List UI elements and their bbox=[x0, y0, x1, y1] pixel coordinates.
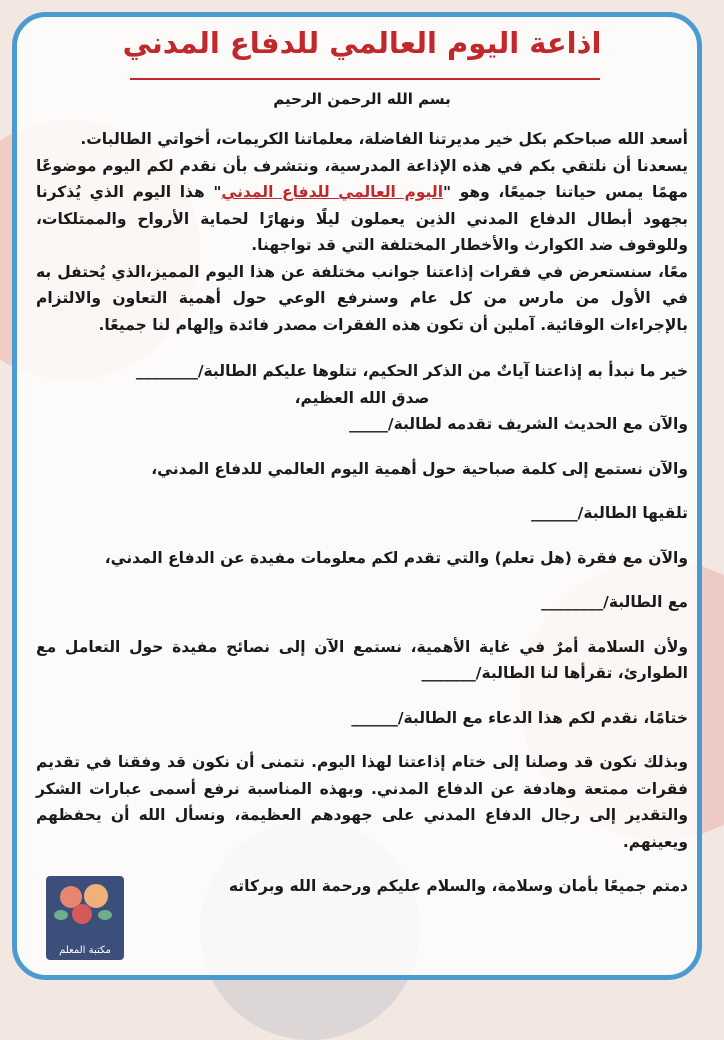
greeting-paragraph: أسعد الله صباحكم بكل خير مديرتنا الفاضلة، معلماتنا الكريمات، أخواتي الطالبات. bbox=[80, 130, 688, 148]
topic-text-after: " هذا اليوم الذي يُذكرنا بجهود أبطال الدفاع المدني الذين يعملون ليلًا ونهارًا لحماية الأرواح والممتلكات، وللوقوف ضد الكوارث والأخطار المختلفة التي قد تواجهنا. bbox=[36, 183, 688, 254]
logo-label: مكتبة المعلم bbox=[59, 945, 111, 956]
advice-line: ولأن السلامة أمرٌ في غاية الأهمية، نستمع الآن إلى نصائح مفيدة حول التعامل مع الطوارئ، تقرأها لنا الطالبة/_______ bbox=[36, 637, 688, 682]
library-logo bbox=[46, 876, 124, 960]
did-you-know-student: مع الطالبة/________ bbox=[541, 593, 688, 611]
flower-icon bbox=[84, 884, 108, 908]
quran-line: خير ما نبدأ به إذاعتنا آياتٌ من الذكر الحكيم، تتلوها عليكم الطالبة/________ bbox=[135, 362, 688, 380]
farewell-line: دمتم جميعًا بأمان وسلامة، والسلام عليكم ورحمة الله وبركاته bbox=[228, 877, 688, 895]
did-you-know-line: والآن مع فقرة (هل تعلم) والتي تقدم لكم معلومات مفيدة عن الدفاع المدني، bbox=[104, 548, 688, 567]
broadcast-text bbox=[36, 126, 688, 900]
page-title: اذاعة اليوم العالمي للدفاع المدني bbox=[122, 26, 602, 60]
dua-line: ختامًا، نقدم لكم هذا الدعاء مع الطالبة/______ bbox=[351, 708, 688, 727]
leaf-icon bbox=[54, 910, 68, 920]
morning-word-student: تلقيها الطالبة/______ bbox=[531, 504, 688, 522]
morning-word-line: والآن نستمع إلى كلمة صباحية حول أهمية اليوم العالمي للدفاع المدني، bbox=[151, 459, 688, 478]
topic-highlight: اليوم العالمي للدفاع المدني bbox=[221, 183, 444, 201]
closing-paragraph: وبذلك نكون قد وصلنا إلى ختام إذاعتنا لهذا اليوم. نتمنى أن نكون قد وفقنا في تقديم فقرات ممتعة وهادفة عن الدفاع المدني. وبهذه المناسبة نرفع أسمى عبارات الشكر والتقدير إلى رجال الدفاع المدني على جهودهم العظيمة، ونسأل الله أن يحفظهم ويعينهم. bbox=[36, 753, 688, 851]
title-underline bbox=[130, 78, 600, 80]
flower-icon bbox=[72, 904, 92, 924]
topic-paragraph bbox=[36, 153, 688, 259]
sadaq-line: صدق الله العظيم، bbox=[294, 388, 430, 407]
basmala: بسم الله الرحمن الرحيم bbox=[273, 90, 451, 108]
leaf-icon bbox=[98, 910, 112, 920]
overview-paragraph: معًا، سنستعرض في فقرات إذاعتنا جوانب مختلفة عن هذا اليوم المميز،الذي يُحتفل به في الأول من مارس من كل عام وسنرفع الوعي حول أهمية التعاون والالتزام بالإجراءات الوقائية. آملين أن تكون هذه الفقرات مصدر فائدة وإلهام لنا جميعًا. bbox=[36, 262, 688, 334]
hadith-line: والآن مع الحديث الشريف تقدمه لطالبة/_____ bbox=[349, 415, 688, 433]
topic-text-before: يسعدنا أن نلتقي بكم في هذه الإذاعة المدرسية، ونتشرف بأن نقدم لكم اليوم موضوعًا مهمًا يمس حياتنا جميعًا، وهو " bbox=[36, 156, 689, 201]
